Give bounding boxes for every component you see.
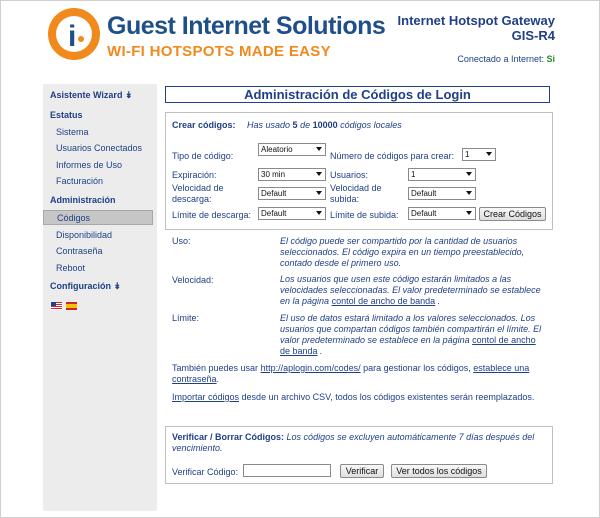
download-speed-value: Default xyxy=(261,189,287,198)
us-flag-icon[interactable] xyxy=(51,302,62,310)
sidebar-item-usuarios-conectados[interactable]: Usuarios Conectados xyxy=(56,143,143,153)
expiration-select[interactable] xyxy=(258,168,326,181)
download-speed-select[interactable] xyxy=(258,187,326,200)
gateway-title: Internet Hotspot Gateway xyxy=(397,13,555,28)
download-limit-select[interactable] xyxy=(258,207,326,220)
aplogin-link[interactable]: http://aplogin.com/codes/ xyxy=(260,363,361,373)
upload-speed-label: Velocidad de subida: xyxy=(330,183,382,204)
dropdown-arrow-icon xyxy=(486,152,492,156)
aplogin-period: . xyxy=(216,374,220,384)
upload-speed-select[interactable] xyxy=(408,187,476,200)
double-chevron-down-icon: ↡ xyxy=(124,90,133,100)
limite-text-body: El uso de datos estará limitado a los valores seleccionados. Los usuarios que compartan códigos también compartirán el límite. El valor predeterminado se establece en la página xyxy=(280,313,542,345)
aplogin-mid: para gestionar los códigos, xyxy=(363,363,471,373)
velocidad-period: . xyxy=(435,296,441,306)
connection-status xyxy=(457,54,555,64)
upload-limit-select[interactable] xyxy=(408,207,476,220)
users-value: 1 xyxy=(411,170,416,179)
usage-count xyxy=(247,120,402,130)
usage-total: 10000 xyxy=(312,120,338,130)
download-limit-value: Default xyxy=(261,209,287,218)
uso-text: El código puede ser compartido por la cantidad de usuarios seleccionados. El código expira en un tiempo preestablecido, contado desde el primero uso. xyxy=(280,236,525,268)
aplogin-prefix: También puedes usar xyxy=(172,363,259,373)
dropdown-arrow-icon xyxy=(316,191,322,195)
logo-icon xyxy=(48,8,100,60)
velocidad-text xyxy=(280,274,542,307)
sidebar-item-reboot[interactable]: Reboot xyxy=(56,263,86,273)
sidebar-heading-status: Estatus xyxy=(50,110,83,120)
sidebar-config[interactable] xyxy=(50,281,121,292)
velocidad-text-body: Los usuarios que usen este código estarán limitados a las velocidades seleccionadas. El valor predeterminado se establece en la página xyxy=(280,274,541,306)
create-codes-button[interactable]: Crear Códigos xyxy=(479,207,546,221)
bandwidth-link[interactable]: contol de ancho de banda xyxy=(280,335,536,356)
connection-label: Conectado a Internet: xyxy=(457,54,544,64)
expiration-value: 30 min xyxy=(261,170,286,179)
uso-label: Uso: xyxy=(172,236,191,246)
import-description: desde un archivo CSV, todos los códigos existentes serán reemplazados. xyxy=(241,392,535,402)
code-count-value: 1 xyxy=(465,150,470,159)
users-select[interactable] xyxy=(408,168,476,181)
usage-mid: de xyxy=(300,120,311,130)
verify-header xyxy=(172,432,544,454)
velocidad-label: Velocidad: xyxy=(172,275,214,285)
usage-prefix: Has usado xyxy=(247,120,291,130)
dropdown-arrow-icon xyxy=(316,172,322,176)
download-speed-label: Velocidad de descarga: xyxy=(172,183,224,204)
import-text xyxy=(172,392,550,403)
usage-suffix: códigos locales xyxy=(340,120,402,130)
sidebar-heading-admin: Administración xyxy=(50,195,116,205)
logo-letter-icon: i xyxy=(68,20,77,53)
expiration-label: Expiración: xyxy=(172,170,217,180)
aplogin-text xyxy=(172,363,550,385)
dropdown-arrow-icon xyxy=(466,211,472,215)
dropdown-arrow-icon xyxy=(466,191,472,195)
import-codes-link[interactable]: Importar códigos xyxy=(172,392,240,402)
sidebar-item-sistema[interactable]: Sistema xyxy=(56,127,89,137)
spain-flag-icon[interactable] xyxy=(66,302,77,310)
upload-speed-value: Default xyxy=(411,189,437,198)
verify-heading: Verificar / Borrar Códigos: xyxy=(172,432,285,442)
sidebar xyxy=(43,84,157,511)
logo-inner xyxy=(56,16,92,52)
create-heading: Crear códigos: xyxy=(172,120,236,130)
sidebar-wizard[interactable] xyxy=(50,90,133,101)
upload-limit-label: Límite de subida: xyxy=(330,210,399,220)
bandwidth-link[interactable]: contol de ancho de banda xyxy=(331,296,436,306)
logo-dot-icon xyxy=(78,36,84,42)
usage-used: 5 xyxy=(292,120,298,130)
set-password-link[interactable]: establece una contraseña xyxy=(172,363,530,384)
dropdown-arrow-icon xyxy=(316,147,322,151)
verify-code-input[interactable] xyxy=(243,464,331,477)
code-count-select[interactable] xyxy=(462,148,496,161)
code-type-label: Tipo de código: xyxy=(172,151,234,161)
dropdown-arrow-icon xyxy=(316,211,322,215)
limite-label: Límite: xyxy=(172,313,200,323)
limite-text xyxy=(280,313,542,357)
download-limit-label: Límite de descarga: xyxy=(172,210,252,220)
brand-tagline: WI-FI HOTSPOTS MADE EASY xyxy=(107,43,331,60)
sidebar-item-codigos[interactable]: Códigos xyxy=(43,210,153,225)
sidebar-wizard-label: Asistente Wizard xyxy=(50,90,123,100)
page-title: Administración de Códigos de Login xyxy=(165,86,550,103)
sidebar-item-disponibilidad[interactable]: Disponibilidad xyxy=(56,230,113,240)
sidebar-config-label: Configuración xyxy=(50,281,111,291)
code-type-value: Aleatorio xyxy=(261,145,293,154)
users-label: Usuarios: xyxy=(330,170,369,180)
verify-button[interactable]: Verificar xyxy=(340,464,384,478)
code-type-select[interactable] xyxy=(258,143,326,156)
brand-name: Guest Internet Solutions xyxy=(107,12,386,40)
sidebar-item-informes[interactable]: Informes de Uso xyxy=(56,160,123,170)
double-chevron-down-icon: ↡ xyxy=(113,281,122,291)
verify-code-label: Verificar Código: xyxy=(172,467,239,477)
view-all-codes-button[interactable]: Ver todos los códigos xyxy=(391,464,487,478)
code-count-label: Número de códigos para crear: xyxy=(330,151,455,161)
dropdown-arrow-icon xyxy=(466,172,472,176)
verify-note: Los códigos se excluyen automáticamente 7 días después del vencimiento. xyxy=(172,432,535,453)
upload-limit-value: Default xyxy=(411,209,437,218)
gateway-model: GIS-R4 xyxy=(511,28,555,43)
connection-value: Si xyxy=(546,54,555,64)
limite-period: . xyxy=(317,346,323,356)
sidebar-item-contrasena[interactable]: Contraseña xyxy=(56,246,103,256)
sidebar-item-facturacion[interactable]: Facturación xyxy=(56,176,104,186)
